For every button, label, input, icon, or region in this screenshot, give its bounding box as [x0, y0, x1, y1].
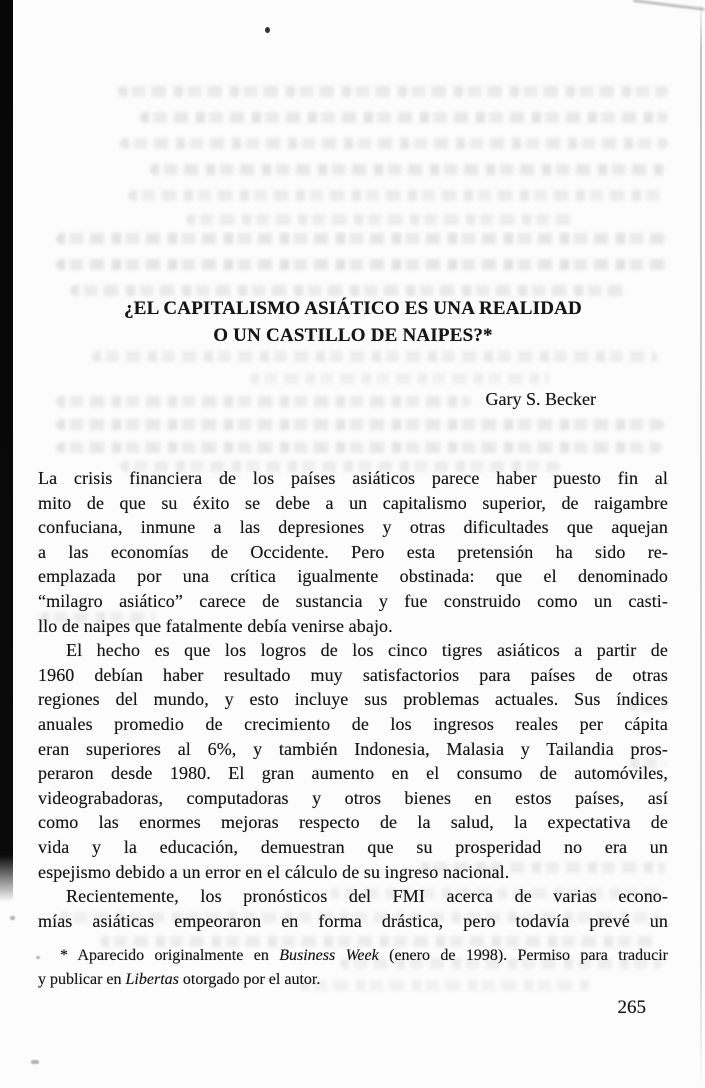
- chapter-title-line-2: O UN CASTILLO DE NAIPES?*: [213, 325, 493, 346]
- body-text-line: como las enormes mejoras respecto de la salud, la expectativa de: [38, 812, 668, 833]
- body-text-line: La crisis financiera de los países asiáticos parece haber puesto fin al: [38, 468, 668, 488]
- body-text-line: emplazada por una crítica igualmente obstinada: que el denominado: [38, 566, 668, 587]
- footnote-text: (enero de 1998). Permiso para traducir: [378, 947, 668, 964]
- chapter-title: [38, 295, 668, 349]
- scan-right-edge-line: [700, 0, 702, 1088]
- bleed-through-line: [128, 190, 663, 201]
- footnote-line: [38, 968, 668, 992]
- body-text-line: eran superiores al 6%, y también Indonesia, Malasia y Tailandia pros-: [38, 738, 668, 759]
- footnote-text: * Aparecido originalmente en: [60, 947, 280, 964]
- ink-speck: [265, 27, 270, 33]
- chapter-title-line-1: ¿EL CAPITALISMO ASIÁTICO ES UNA REALIDAD: [124, 298, 582, 319]
- bleed-through-line: [56, 259, 668, 270]
- body-text-line: mito de que su éxito se debe a un capitalismo superior, de raigambre: [38, 492, 668, 513]
- body-text-line: regiones del mundo, y esto incluye sus problemas actuales. Sus índices: [38, 689, 668, 710]
- bleed-through-line: [56, 419, 664, 430]
- body-text-line: El hecho es que los logros de los cinco tigres asiáticos a partir de: [66, 640, 668, 661]
- footnote-text: y publicar en: [38, 971, 126, 988]
- body-text-line: a las economías de Occidente. Pero esta pretensión ha sido re-: [38, 541, 668, 562]
- body-text-line: vida y la educación, demuestran que su prosperidad no era un: [38, 836, 668, 857]
- body-text-line: “milagro asiático” carece de sustancia y fue construido como un casti-: [38, 590, 668, 611]
- bleed-through-line: [150, 164, 665, 175]
- body-text: [38, 466, 668, 933]
- bleed-through-line: [118, 86, 668, 97]
- body-text-line: confuciana, inmune a las depresiones y otras dificultades que aquejan: [38, 517, 668, 538]
- footnote-work-title: Business Week: [279, 947, 379, 964]
- body-text-line: mías asiáticas empeoraron en forma drástica, pero todavía prevé un: [38, 910, 668, 931]
- body-text-line: Recientemente, los pronósticos del FMI acerca de varias econo-: [66, 886, 668, 907]
- author-name: Gary S. Becker: [485, 389, 596, 409]
- ink-speck: [31, 1060, 39, 1064]
- footnote-line: [38, 944, 668, 968]
- body-text-line: 1960 debían haber resultado muy satisfactorios para países de otras: [38, 664, 668, 685]
- page-number: 265: [617, 997, 646, 1018]
- body-text-line: videograbadoras, computadoras y otros bienes en estos países, así: [38, 787, 668, 808]
- body-text-line: peraron desde 1980. El gran aumento en el consumo de automóviles,: [38, 763, 668, 784]
- bleed-through-line: [120, 138, 668, 149]
- bleed-through-line: [92, 351, 657, 362]
- body-text-line: llo de naipes que fatalmente debía venirse abajo.: [38, 615, 393, 636]
- footnote: [38, 944, 668, 992]
- scan-corner-smudge: [633, 0, 705, 10]
- scan-binding-shadow: [0, 0, 13, 902]
- bleed-through-line: [186, 214, 576, 225]
- footnote-text: otorgado por el autor.: [178, 971, 321, 988]
- bleed-through-line: [56, 442, 662, 453]
- footnote-work-title: Libertas: [125, 971, 179, 988]
- body-text-line: anuales promedio de crecimiento de los ingresos reales per cápita: [38, 713, 668, 734]
- bleed-through-line: [56, 233, 666, 244]
- bleed-through-line: [140, 112, 668, 123]
- bleed-through-line: [250, 373, 550, 384]
- body-text-line: espejismo debido a un error en el cálculo de su ingreso nacional.: [38, 861, 510, 882]
- ink-speck: [10, 916, 15, 920]
